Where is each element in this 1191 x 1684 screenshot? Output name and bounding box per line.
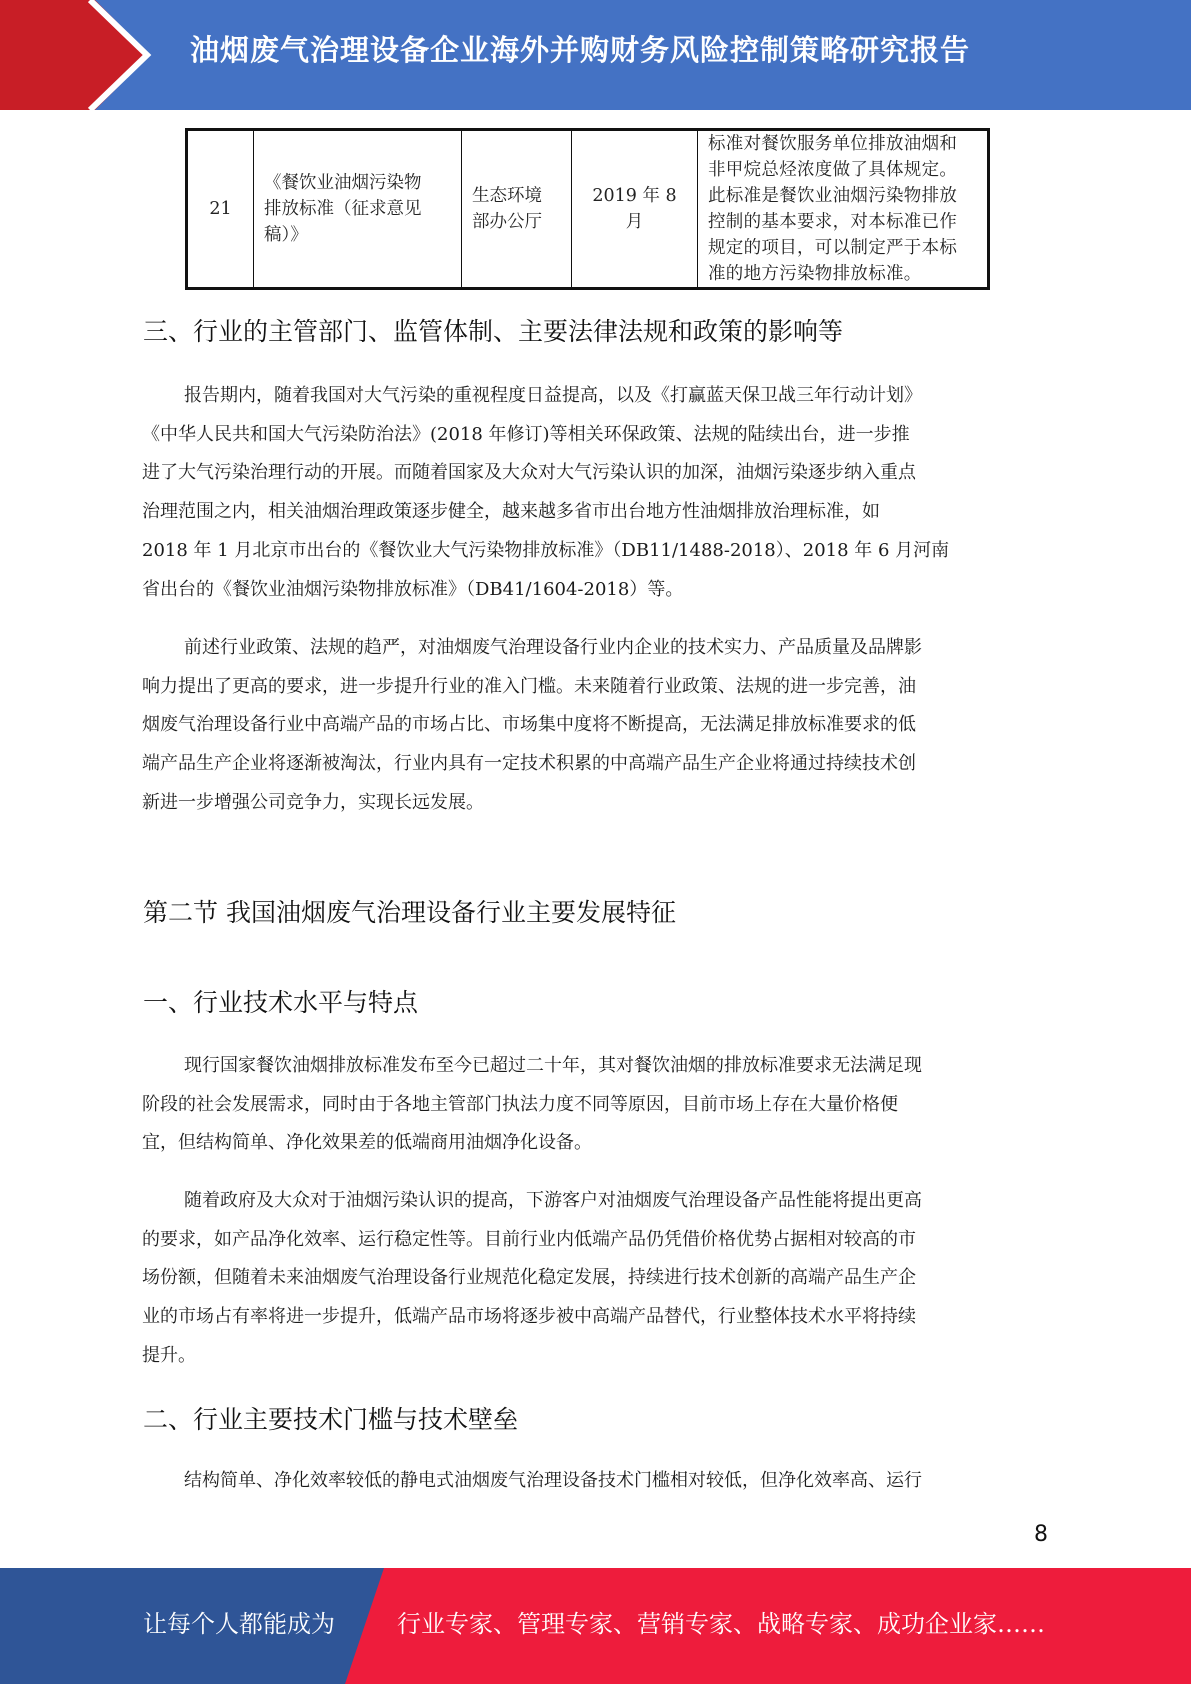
row-number: 21 [187,130,254,289]
table-row [187,130,989,289]
issue-date: 2019 年 8 月 [572,130,698,289]
page-footer [0,1568,1191,1684]
section-heading-tech-level: 一、行业技术水平与特点 [143,988,419,1017]
chapter-section-heading: 第二节 我国油烟废气治理设备行业主要发展特征 [143,898,676,927]
section-heading-regulation: 三、行业的主管部门、监管体制、主要法律法规和政策的影响等 [143,317,844,346]
footer-slogan-right: 行业专家、管理专家、营销专家、战略专家、成功企业家…… [397,1610,1045,1638]
paragraph-tech-2: 随着政府及大众对于油烟污染认识的提高，下游客户对油烟废气治理设备产品性能将提出更高 的要求，如产品净化效率、运行稳定性等。目前行业内低端产品仍凭借价格优势占据相对较高的市 场份额，但随着未来油烟废气治理设备行业规范化稳定发展，持续进行技术创新的高端产品生产企 业的市场占有率将进一步提升，低端产品市场将逐步被中高端产品替代，行业整体技术水平将持续 提升。 [142,1190,922,1366]
header-title: 油烟废气治理设备企业海外并购财务风险控制策略研究报告 [190,33,971,67]
standard-description: 标准对餐饮服务单位排放油烟和 非甲烷总烃浓度做了具体规定。 此标准是餐饮业油烟污染物排放 控制的基本要求，对本标准已作 规定的项目，可以制定严于本标 准的地方污染物排放标准。 [698,130,989,289]
standard-name: 《餐饮业油烟污染物 排放标准（征求意见 稿）》 [254,130,462,289]
paragraph-regulation-1: 报告期内，随着我国对大气污染的重视程度日益提高，以及《打赢蓝天保卫战三年行动计划》 《中华人民共和国大气污染防治法》(2018 年修订)等相关环保政策、法规的陆续出台，进一步推 进了大气污染治理行动的开展。而随着国家及大众对大气污染认识的加深，油烟污染逐步纳入重点 治理范围之内，相关油烟治理政策逐步健全，越来越多省市出台地方性油烟排放治理标准，如 2018 年 1 月北京市出台的《餐饮业大气污染物排放标准》（DB11/1488-2018）、2018 年 6 月河南 省出台的《餐饮业油烟污染物排放标准》（DB41/1604-2018）等。 [142,385,950,600]
paragraph-barrier-1: 结构简单、净化效率较低的静电式油烟废气治理设备技术门槛相对较低，但净化效率高、运行 [184,1470,922,1491]
paragraph-regulation-2: 前述行业政策、法规的趋严，对油烟废气治理设备行业内企业的技术实力、产品质量及品牌影 响力提出了更高的要求，进一步提升行业的准入门槛。未来随着行业政策、法规的进一步完善，油 烟废气治理设备行业中高端产品的市场占比、市场集中度将不断提高，无法满足排放标准要求的低 端产品生产企业将逐渐被淘汰，行业内具有一定技术积累的中高端产品生产企业将通过持续技术创 新进一步增强公司竞争力，实现长远发展。 [142,637,922,813]
footer-slogan-left: 让每个人都能成为 [143,1610,335,1638]
section-heading-tech-barrier: 二、行业主要技术门槛与技术壁垒 [143,1405,519,1434]
page-header [0,0,1191,110]
header-arrow-graphic [0,0,200,110]
page-number: 8 [1034,1522,1048,1547]
issuing-department: 生态环境 部办公厅 [462,130,572,289]
standards-table [185,128,990,290]
paragraph-tech-1: 现行国家餐饮油烟排放标准发布至今已超过二十年，其对餐饮油烟的排放标准要求无法满足现 阶段的社会发展需求，同时由于各地主管部门执法力度不同等原因，目前市场上存在大量价格便 宜，但结构简单、净化效果差的低端商用油烟净化设备。 [142,1055,922,1154]
